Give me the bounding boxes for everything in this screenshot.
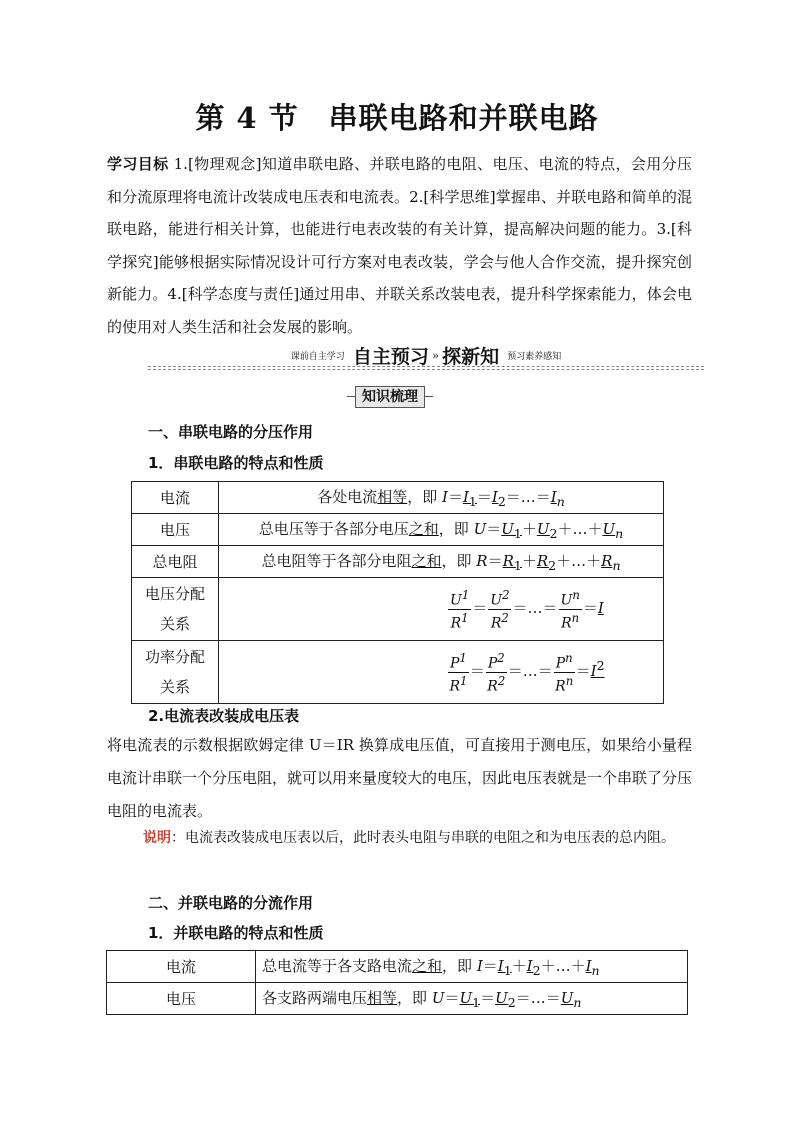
table-row <box>132 482 664 514</box>
table-value: 总电流等于各支路电流之和，即 $I=I_1+I_2+\dots+I_n$ <box>256 951 688 983</box>
section-tag: 知识梳理 <box>355 386 425 408</box>
chevron-right-icon: » <box>431 348 440 363</box>
table-value: $\frac{P^1}{R^1}$ ＝ $\frac{P^2}{R^2}$ ＝…＝ $\frac{P^n}{R^n}$ $=I^2$ <box>219 641 664 704</box>
banner-left-text: 课前自主学习 <box>290 352 345 362</box>
table-row <box>132 578 664 641</box>
table-value: 总电压等于各部分电压之和，即 $U=U_1+U_2+\dots+U_n$ <box>219 514 664 546</box>
table-row <box>132 546 664 578</box>
banner-title-2: 探新知 <box>442 346 500 368</box>
note-label: 说明 <box>143 830 171 846</box>
table-row <box>107 951 688 983</box>
table-key: 电压 <box>132 514 219 546</box>
table-row <box>132 641 664 704</box>
parallel-table <box>106 950 688 1015</box>
section-banner <box>148 340 704 370</box>
table-value: 各支路两端电压相等，即 $U=U_1=U_2=\dots=U_n$ <box>256 983 688 1015</box>
section2-heading: 二、并联电路的分流作用 <box>148 894 314 912</box>
section2-sub1: 1．并联电路的特点和性质 <box>148 924 324 942</box>
section1-sub2: 2.电流表改装成电压表 <box>148 707 300 725</box>
table-key: 总电阻 <box>132 546 219 578</box>
table-key: 电流 <box>132 482 219 514</box>
table-key: 电压分配关系 <box>132 578 219 641</box>
goals-text: 1.[物理观念]知道串联电路、并联电路的电阻、电压、电流的特点，会用分压和分流原理将电流计改装成电压表和电流表。2.[科学思维]掌握串、并联电路和简单的混联电路，能进行相关计算，也能进行电表改装的有关计算，提高解决问题的能力。3.[科学探究]能够根据实际情况设计可行方案对电表改装，学会与他人合作交流，提升探究创新能力。4.[科学态度与责任]通过用串、并联关系改装电表，提升科学探索能力，体会电的使用对人类生活和社会发展的影响。 <box>107 155 692 336</box>
series-table <box>131 481 664 704</box>
goals-label: 学习目标 <box>107 155 169 173</box>
table-row <box>107 983 688 1015</box>
table-key: 电流 <box>107 951 256 983</box>
table-row <box>132 514 664 546</box>
banner-title-1: 自主预习 <box>352 346 429 368</box>
page-title: 第 4 节 串联电路和并联电路 <box>195 101 599 135</box>
table-value: 总电阻等于各部分电阻之和，即 $R=R_1+R_2+\dots+R_n$ <box>219 546 664 578</box>
table-value: $\frac{U^1}{R^1}$ ＝ $\frac{U^2}{R^2}$ ＝…＝ $\frac{U^n}{R^n}$ ＝I <box>219 578 664 641</box>
section1-heading: 一、串联电路的分压作用 <box>148 423 314 441</box>
section1-sub1: 1．串联电路的特点和性质 <box>148 454 324 472</box>
section1-note <box>107 822 692 854</box>
table-key: 功率分配关系 <box>132 641 219 704</box>
table-key: 电压 <box>107 983 256 1015</box>
note-text: ：电流表改装成电压表以后，此时表头电阻与串联的电阻之和为电压表的总内阻。 <box>171 830 675 846</box>
banner-right-text: 预习素养感知 <box>507 352 562 362</box>
table-value: 各处电流相等，即 $I=I_1=I_2=\dots=I_n$ <box>219 482 664 514</box>
section1-paragraph: 将电流表的示数根据欧姆定律 U＝IR 换算成电压值，可直接用于测电压，如果给小量程电流计串联一个分压电阻，就可以用来量度较大的电压，因此电压表就是一个串联了分压电阻的电流表。 <box>107 736 693 820</box>
learning-goals <box>107 148 692 343</box>
